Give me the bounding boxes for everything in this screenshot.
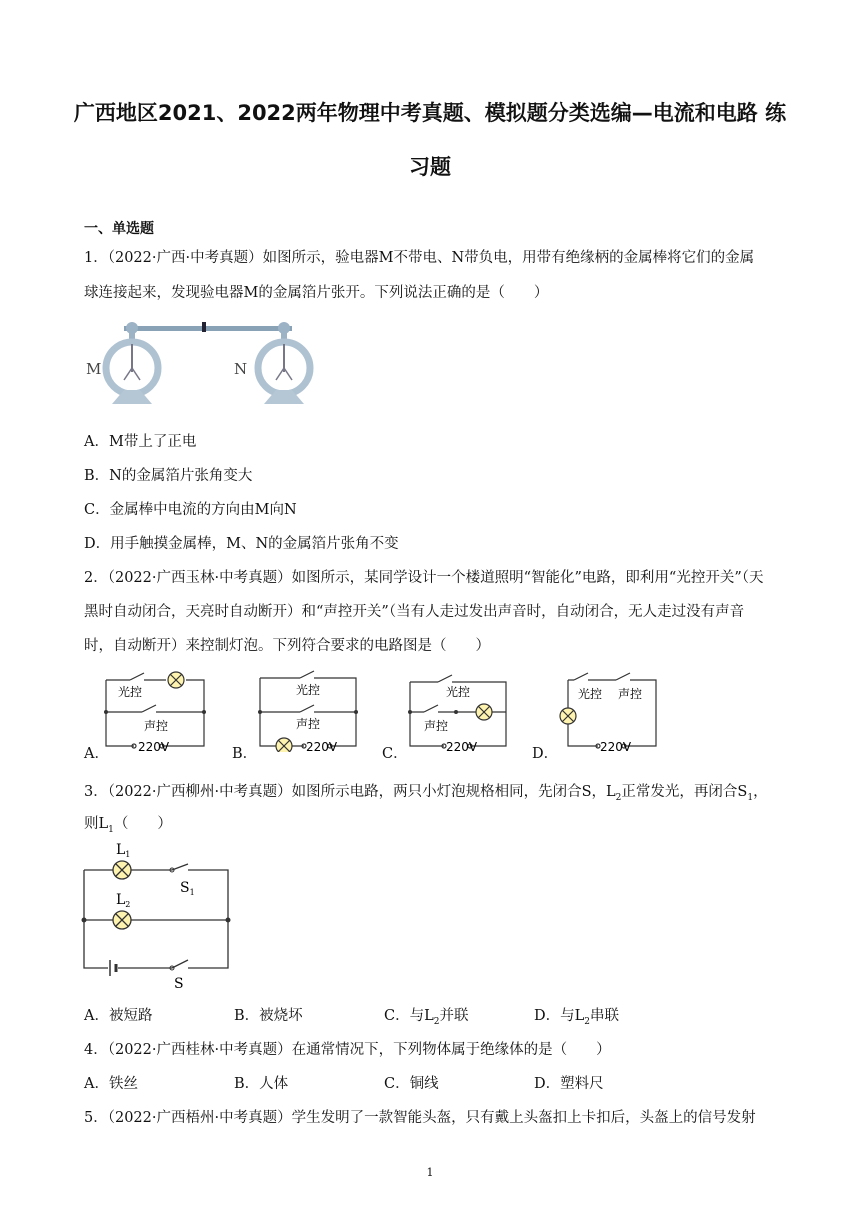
q4-option-a: A．铁丝: [84, 1076, 138, 1092]
q1-line-2: 球连接起来，发现验电器M的金属箔片张开。下列说法正确的是（ ）: [84, 285, 549, 301]
q3-line-1-start: 3．（2022·广西柳州·中考真题）如图所示电路，两只小灯泡规格相同，先闭合S，L: [84, 784, 616, 800]
q3-option-d-sub: 2: [584, 1016, 590, 1027]
insulating-handle: [202, 322, 206, 332]
q3-line-2-start: 则L: [84, 816, 109, 832]
q4-option-c: C．铜线: [384, 1076, 439, 1092]
q3-line-1-mid: 正常发光，再闭合S: [621, 784, 748, 800]
q3-option-b: B．被烧坏: [234, 1008, 303, 1024]
q3-line-2-end: （ ）: [113, 816, 172, 832]
q4-option-d: D．塑料尺: [534, 1076, 604, 1092]
q3-line-1-end: ，: [753, 784, 768, 800]
q3-option-c-text: C．与L: [384, 1008, 434, 1024]
q3-line-1: [84, 780, 768, 803]
circuit-d-voltage: 220V: [600, 740, 632, 752]
circuit-a: [100, 668, 212, 752]
circuit-b: [252, 668, 364, 752]
q3-option-a: A．被短路: [84, 1008, 153, 1024]
document-title: [60, 86, 800, 194]
label-s1-sub: 1: [189, 888, 195, 897]
q3-option-d-end: 串联: [590, 1008, 619, 1024]
q3-options: [84, 1004, 784, 1027]
q2-option-b: B．: [232, 746, 258, 762]
q3-option-c: [384, 1004, 534, 1027]
circuit-c-voltage: 220V: [446, 740, 478, 752]
label-s: S: [174, 976, 184, 990]
q1-option-a: A．M带上了正电: [84, 434, 197, 450]
circuit-a-sound-label: 声控: [144, 719, 169, 733]
label-l1-sub: 1: [125, 850, 131, 859]
circuit-a-voltage: 220V: [138, 740, 170, 752]
q1-option-d: D．用手触摸金属棒，M、N的金属箔片张角不变: [84, 536, 399, 552]
q2-line-1: 2．（2022·广西玉林·中考真题）如图所示，某同学设计一个楼道照明“智能化”电路，即利用“光控开关”（天: [84, 570, 764, 586]
section-heading: 一、单选题: [84, 221, 154, 237]
q4-options: [84, 1072, 784, 1093]
q5-line-1: 5．（2022·广西梧州·中考真题）学生发明了一款智能头盔，只有戴上头盔扣上卡扣后，头盔上的信号发射: [84, 1110, 756, 1126]
q2-line-3: 时，自动断开）来控制灯泡。下列符合要求的电路图是（ ）: [84, 638, 490, 654]
label-s1-letter: S: [180, 880, 190, 896]
q4-option-b: B．人体: [234, 1076, 289, 1092]
circuit-d: [554, 668, 666, 752]
circuit-a-light-label: 光控: [118, 685, 143, 699]
q3-line-2: [84, 812, 172, 835]
label-l2-letter: L: [116, 892, 126, 908]
label-l2: [116, 892, 130, 909]
q3-option-d: [534, 1004, 684, 1027]
circuit-b-light-label: 光控: [296, 683, 321, 697]
label-l1-letter: L: [116, 842, 126, 858]
title-line-1: 广西地区2021、2022两年物理中考真题、模拟题分类选编—电流和电路 练: [73, 101, 787, 125]
q1-line-1: 1．（2022·广西·中考真题）如图所示，验电器M不带电、N带负电，用带有绝缘柄的金属棒将它们的金属: [84, 250, 755, 266]
label-m: M: [86, 360, 102, 378]
q3-sub-s1: 1: [747, 792, 754, 803]
q1-option-c: C．金属棒中电流的方向由M向N: [84, 502, 297, 518]
label-l2-sub: 2: [125, 900, 131, 909]
q2-option-a: A．: [84, 746, 109, 762]
electroscope-figure: [84, 316, 314, 408]
circuit-b-voltage: 220V: [306, 740, 338, 752]
page-number: 1: [426, 1166, 434, 1179]
q4-line-1: 4．（2022·广西桂林·中考真题）在通常情况下，下列物体属于绝缘体的是（ ）: [84, 1042, 611, 1058]
q1-option-b: B．N的金属箔片张角变大: [84, 468, 253, 484]
q3-option-d-text: D．与L: [534, 1008, 585, 1024]
title-line-2: 习题: [409, 155, 451, 179]
q3-option-c-end: 并联: [439, 1008, 469, 1024]
q2-option-c: C．: [382, 746, 408, 762]
circuit-c: [404, 668, 516, 752]
label-l1: [116, 842, 130, 859]
circuit-q3: [80, 840, 240, 990]
q2-option-d: D．: [532, 746, 559, 762]
circuit-d-sound-label: 声控: [618, 687, 643, 701]
circuit-c-sound-label: 声控: [424, 719, 449, 733]
circuit-d-light-label: 光控: [578, 687, 603, 701]
q3-option-c-sub: 2: [433, 1016, 440, 1027]
q2-line-2: 黑时自动闭合，天亮时自动断开）和“声控开关”（当有人走过发出声音时，自动闭合，无人走过没有声音: [84, 604, 745, 620]
circuit-c-light-label: 光控: [446, 685, 471, 699]
q3-sub-l1: 1: [108, 824, 114, 835]
label-s1: [180, 880, 195, 897]
label-n: N: [234, 360, 248, 378]
circuit-b-sound-label: 声控: [296, 717, 321, 731]
electroscope-n: [258, 322, 310, 404]
metal-rod: [124, 326, 292, 331]
electroscope-m: [106, 322, 158, 404]
q3-sub-l2: 2: [615, 792, 622, 803]
